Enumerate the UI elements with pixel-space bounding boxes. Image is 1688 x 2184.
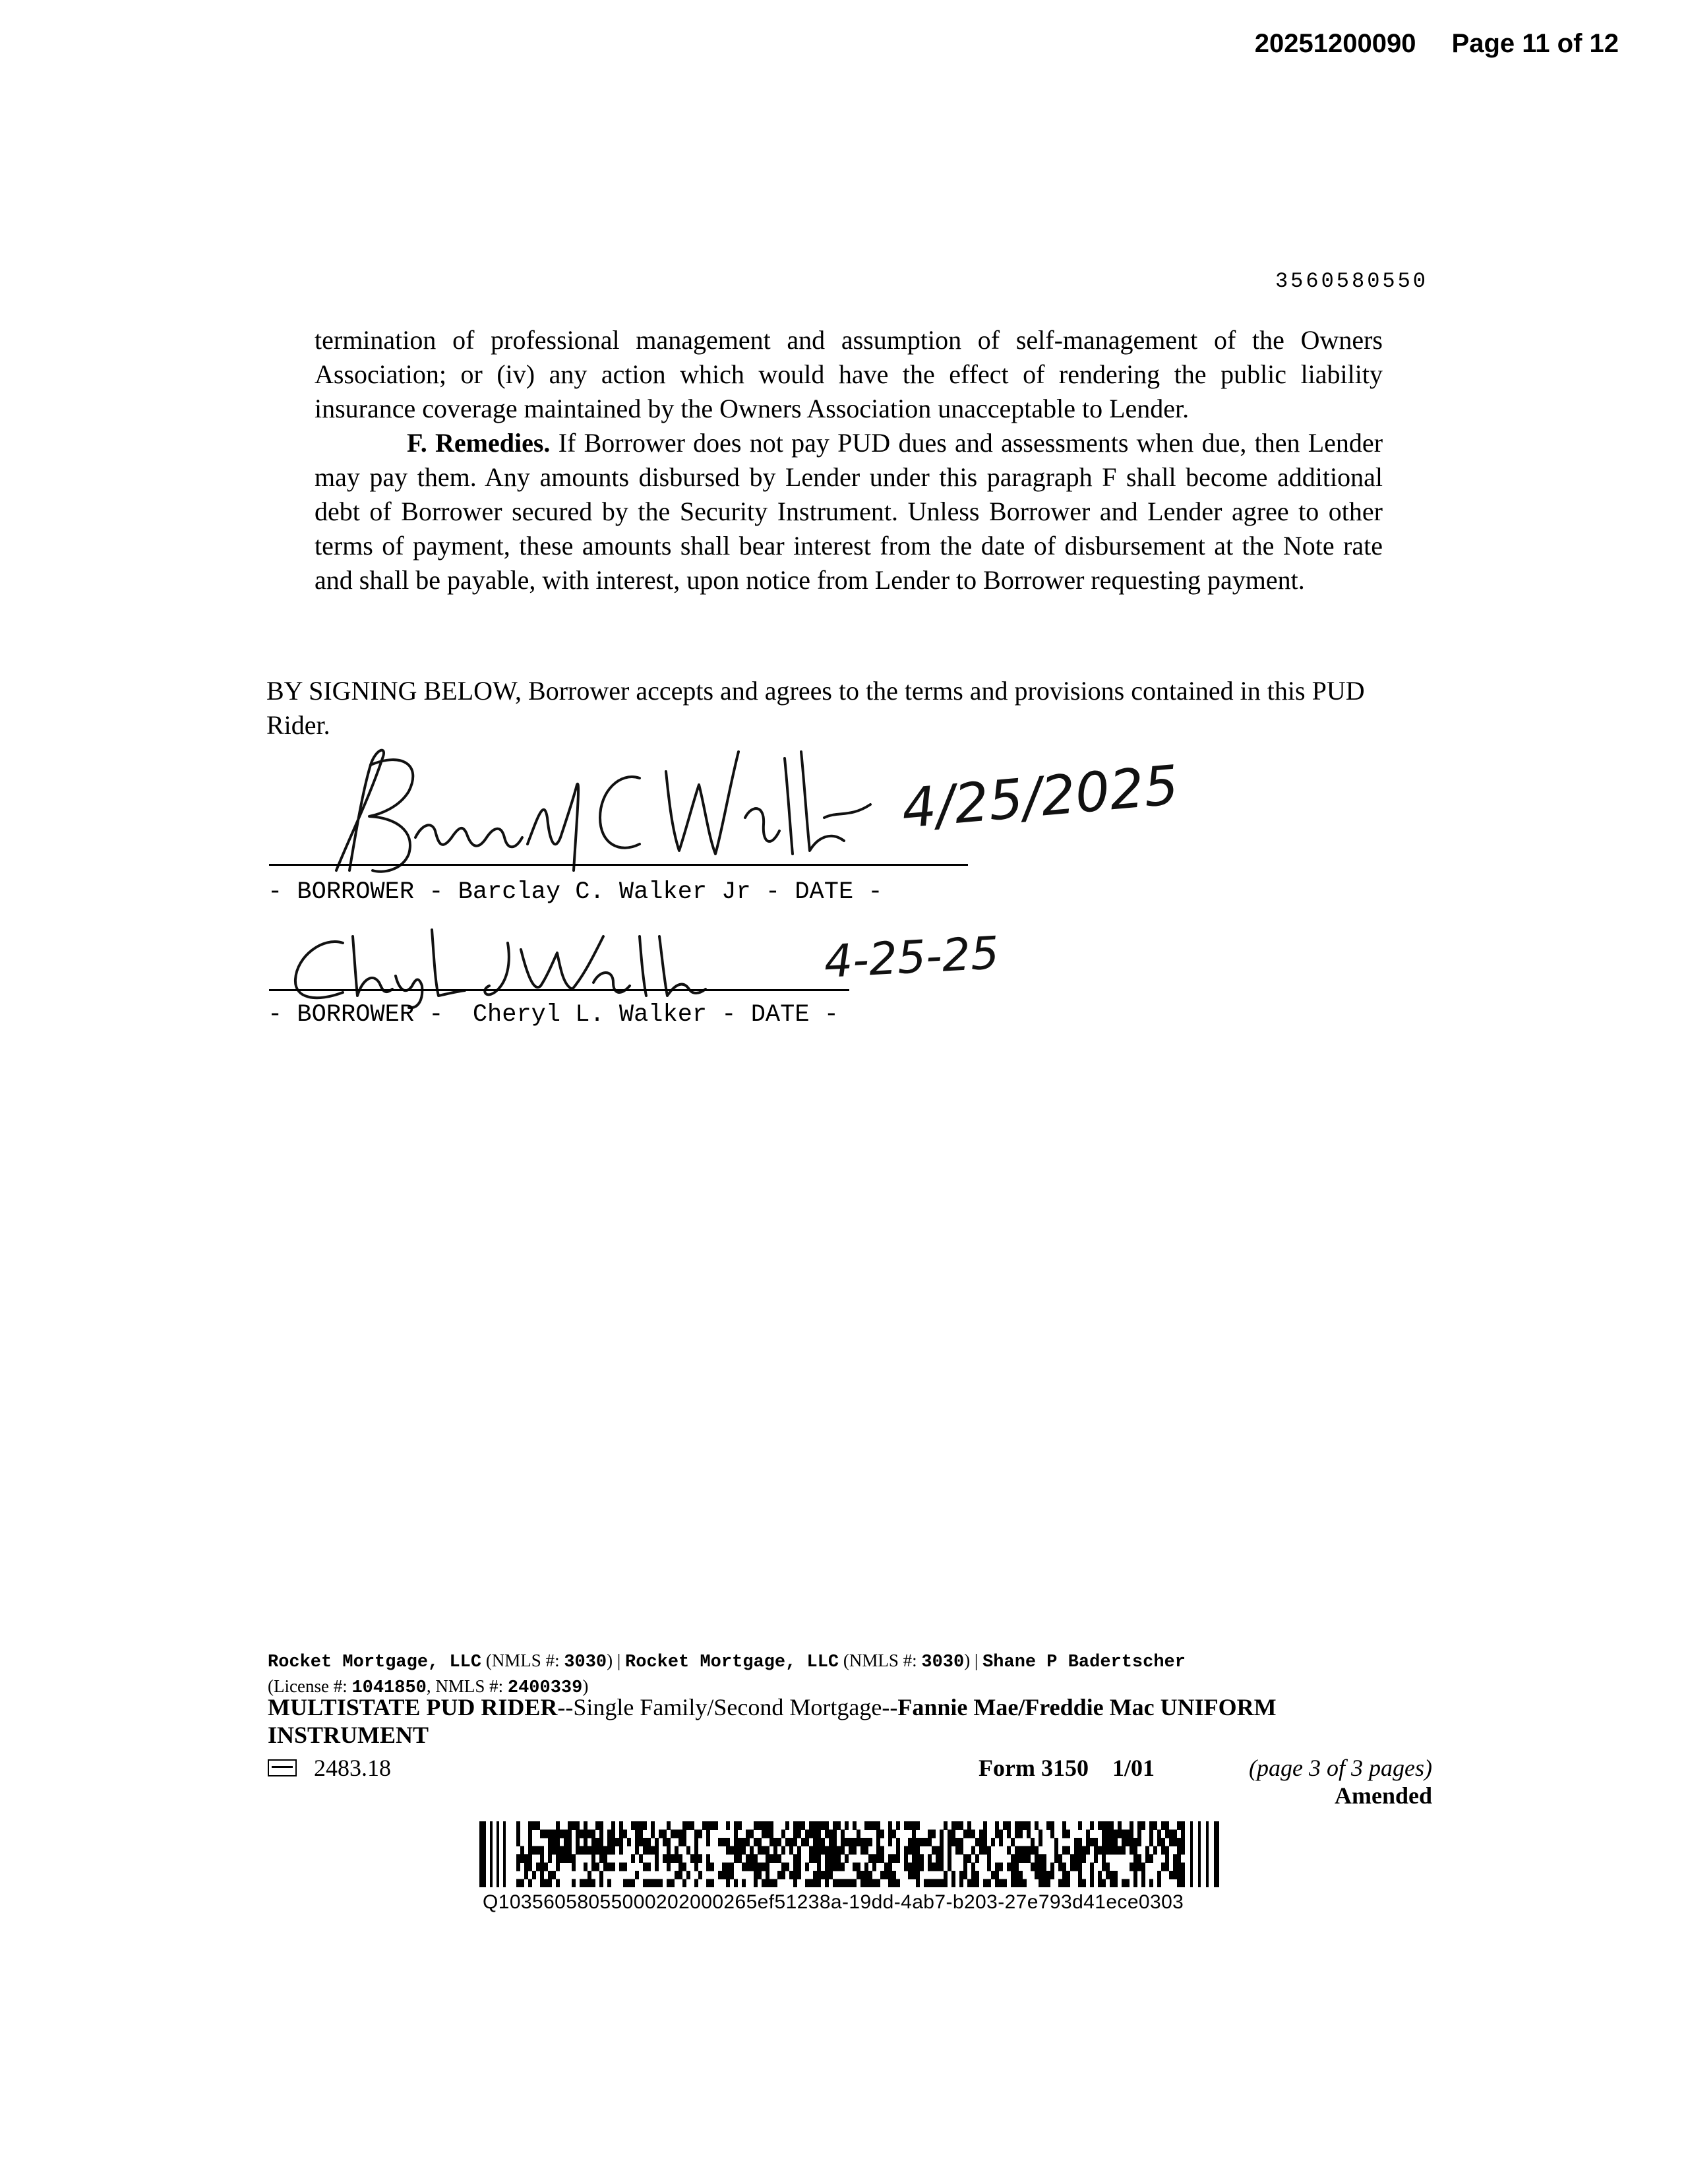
- borrower-1-signature: [310, 739, 890, 884]
- paragraph-continuation: termination of professional management and assumption of self-management of the Owners Association; or (iv) any action which would have the effect of rendering the public liability insurance coverage maintained by the Owners Association unacceptable to Lender.: [315, 325, 1383, 423]
- borrower-1-handwritten-date: 4/25/2025: [899, 754, 1181, 841]
- footer-lender-info: Rocket Mortgage, LLC (NMLS #: 3030) | Rocket Mortgage, LLC (NMLS #: 3030) | Shane P Badertscher (License #: 1041850, NMLS #: 2400339): [268, 1651, 1186, 1698]
- form-code: 2483.18: [268, 1754, 391, 1782]
- borrower-1-caption: - BORROWER - Barclay C. Walker Jr - DATE -: [268, 878, 883, 906]
- page-indicator: Page 11 of 12: [1451, 29, 1619, 58]
- borrower-2-caption: - BORROWER - Cheryl L. Walker - DATE -: [268, 1001, 839, 1029]
- borrower-2-handwritten-date: 4-25-25: [822, 927, 1001, 988]
- remedies-paragraph: [315, 426, 1383, 597]
- signing-statement: BY SIGNING BELOW, Borrower accepts and agrees to the terms and provisions contained in this PUD Rider.: [266, 676, 1365, 740]
- remedies-text: If Borrower does not pay PUD dues and assessments when due, then Lender may pay them. Any amounts disbursed by Lender under this paragraph F shall become additional debt of Borrower secured by the Security Instrument. Unless Borrower and Lender agree to other terms of payment, these amounts shall bear interest from the date of disbursement at the Note rate and shall be payable, with interest, upon notice from Lender to Borrower requesting payment.: [315, 428, 1383, 595]
- document-barcode: [479, 1821, 1224, 1887]
- signature-line-2: [269, 989, 849, 991]
- lender-name-2: Rocket Mortgage, LLC: [625, 1653, 839, 1672]
- document-header: [1255, 29, 1619, 59]
- loan-number: 3560580550: [1275, 269, 1428, 293]
- borrower-2-signature: [284, 923, 785, 1009]
- signature-line-1: [269, 864, 968, 866]
- remedies-heading: F. Remedies.: [407, 428, 551, 458]
- loan-officer-name: Shane P Badertscher: [982, 1653, 1186, 1672]
- form-number: Form 3150 1/01: [979, 1755, 1155, 1781]
- barcode-text: Q10356058055000202000265ef51238a-19dd-4ab7-b203-27e793d41ece0303: [483, 1891, 1184, 1913]
- form-pages: (page 3 of 3 pages): [1249, 1755, 1432, 1781]
- form-software-icon: [268, 1759, 297, 1776]
- form-amended: Amended: [1334, 1782, 1432, 1809]
- lender-name-1: Rocket Mortgage, LLC: [268, 1653, 482, 1672]
- form-title: MULTISTATE PUD RIDER--Single Family/Second Mortgage--Fannie Mae/Freddie Mac UNIFORM INSTRUMENT: [268, 1694, 1277, 1748]
- record-number: 20251200090: [1254, 29, 1416, 58]
